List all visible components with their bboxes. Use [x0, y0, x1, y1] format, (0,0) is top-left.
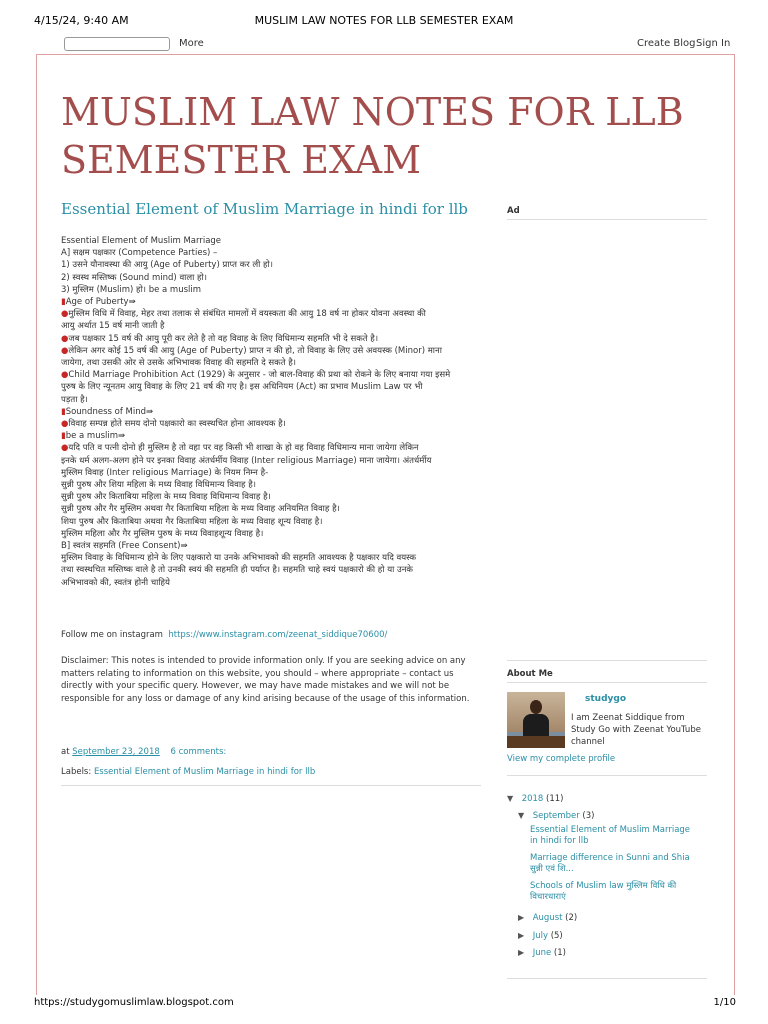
pin-icon: ● [61, 419, 69, 430]
post-body-line [61, 357, 486, 369]
label-link[interactable]: Essential Element of Muslim Marriage in hindi for llb [93, 767, 316, 777]
archive-divider [507, 775, 707, 776]
archive-year-count: (11) [546, 794, 564, 804]
archive-year-link[interactable]: 2018 [521, 794, 544, 804]
post-body-line [61, 479, 486, 491]
post-body [61, 235, 486, 589]
post-body-line [61, 394, 486, 406]
post-body-text: मुस्लिम विधि में विवाह, मेहर तथा तलाक से संबंधित मामलों में वयस्कता की आयु 18 वर्ष ना होकर योवना अवस्था की [68, 309, 426, 320]
print-page-number: 1/10 [713, 997, 736, 1008]
post-body-text: यदि पति व पत्नी दोनो ही मुस्लिम है तो वहा पर वह किसी भी शाखा के हो वह विवाह विधिमान्य माना जायेगा लेकिन [68, 443, 419, 454]
post-body-text: जब पक्षकार 15 वर्ष की आयु पूरी कर लेते है तो वह विवाह के लिए विधिमान्य सहमति भी दे सकते है। [68, 333, 379, 344]
post-body-line [61, 516, 486, 528]
post-body-line [61, 406, 486, 418]
post-body-text: be a muslim⇛ [65, 431, 126, 442]
archive-month-august[interactable] [518, 913, 577, 923]
triangle-right-icon[interactable]: ▶ [518, 913, 525, 922]
more-link[interactable]: More [179, 38, 204, 49]
blog-title[interactable]: MUSLIM LAW NOTES FOR LLB SEMESTER EXAM [61, 90, 684, 182]
post-body-text: मुस्लिम विवाह (Inter religious Marriage) के नियम निम्न है- [61, 467, 269, 478]
post-title[interactable]: Essential Element of Muslim Marriage in hindi for llb [61, 200, 468, 218]
blogger-navbar [0, 36, 768, 54]
search-input[interactable] [64, 37, 170, 51]
post-body-text: जायेगा, तथा उसकी ओर से उसके अभिभावक विवाह की सहमति दे सकते है। [61, 358, 296, 369]
triangle-right-icon[interactable]: ▶ [518, 931, 525, 940]
post-body-text: अभिभावको की, स्वतंत्र होनी चाहिये [61, 577, 170, 588]
about-name-link[interactable]: studygo [585, 694, 627, 704]
post-body-text: लेकिन अगर कोई 15 वर्ष की आयु (Age of Puberty) प्राप्त न की हो, तो विवाह के लिए उसे अवयस्क (Minor) माना [68, 345, 442, 356]
archive-year-2018[interactable] [507, 794, 564, 804]
post-body-text: 2) स्वस्थ मस्तिष्क (Sound mind) वाला हो। [61, 272, 207, 283]
pin-icon: ● [61, 345, 69, 356]
archive-month-link[interactable]: August [532, 913, 563, 923]
archive-month-july[interactable] [518, 931, 563, 941]
ad-divider [507, 219, 707, 220]
sign-in-link[interactable]: Sign In [696, 38, 731, 49]
post-body-line [61, 540, 486, 552]
view-profile-link[interactable]: View my complete profile [507, 754, 616, 764]
post-body-line [61, 430, 486, 442]
post-body-line [61, 247, 486, 259]
post-meta [61, 747, 226, 757]
about-heading: About Me [507, 669, 553, 679]
instagram-link[interactable]: https://www.instagram.com/zeenat_siddique70600/ [168, 630, 388, 640]
post-body-line [61, 455, 486, 467]
pin-icon: ● [61, 443, 69, 454]
archive-month-link[interactable]: September [532, 811, 580, 821]
archive-bottom-divider [507, 978, 707, 979]
archive-post-link[interactable]: Schools of Muslim law मुस्लिम विधि की विचारधाराएं [530, 881, 677, 902]
post-body-line [61, 442, 486, 454]
post-body-line [61, 381, 486, 393]
marker-icon: ▮ [61, 431, 66, 442]
post-body-line [61, 577, 486, 589]
post-date-link[interactable]: September 23, 2018 [72, 747, 160, 757]
ad-heading: Ad [507, 206, 520, 216]
post-body-text: Age of Puberty⇛ [65, 297, 136, 308]
post-body-line [61, 564, 486, 576]
post-body-line [61, 284, 486, 296]
archive-month-link[interactable]: July [532, 931, 548, 941]
post-divider [61, 785, 481, 786]
instagram-line [61, 630, 387, 640]
post-body-text: Child Marriage Prohibition Act (1929) के अनुसार - जो बाल-विवाह की प्रथा को रोकने के लिए बनाया गया इसमे [68, 370, 451, 381]
post-body-line [61, 296, 486, 308]
posted-at-prefix: at [61, 747, 70, 757]
post-body-text: सुन्नी पुरुष और गैर मुस्लिम अथवा गैर किताबिया महिला के मध्य विवाह अनियमित विवाह है। [61, 504, 340, 515]
post-body-line [61, 308, 486, 320]
post-body-text: विवाह सम्पन्न होते समय दोनो पक्षकारो का स्वस्थचित होना आवश्यक है। [68, 419, 286, 430]
post-body-text: सुन्नी पुरुष और शिया महिला के मध्य विवाह विधिमान्य विवाह है। [61, 480, 256, 491]
post-body-line [61, 418, 486, 430]
post-body-text: मुस्लिम महिला और गैर मुस्लिम पुरुष के मध्य विवाहशून्य विवाह है। [61, 528, 264, 539]
post-body-line [61, 272, 486, 284]
post-body-line [61, 333, 486, 345]
post-body-text: B] स्वतंत्र सहमति (Free Consent)⇛ [61, 541, 188, 552]
post-labels [61, 767, 315, 777]
post-body-line [61, 345, 486, 357]
marker-icon: ▮ [61, 297, 66, 308]
archive-month-june[interactable] [518, 948, 566, 958]
post-body-line [61, 528, 486, 540]
post-body-text: इनके धर्म अलग-अलग होने पर इनका विवाह अंतर्धर्मीय विवाह (Inter religious Marriage) माना जायेगा। अंतर्धर्मीय [61, 455, 432, 466]
post-body-text: सुन्नी पुरुष और किताबिया महिला के मध्य विवाह विधिमान्य विवाह है। [61, 492, 271, 503]
pin-icon: ● [61, 309, 69, 320]
post-body-line [61, 369, 486, 381]
labels-prefix: Labels: [61, 767, 92, 777]
print-datetime: 4/15/24, 9:40 AM [34, 14, 129, 27]
post-body-text: Soundness of Mind⇛ [65, 406, 154, 417]
about-divider-top [507, 660, 707, 661]
post-body-line [61, 467, 486, 479]
triangle-down-icon[interactable]: ▼ [518, 811, 525, 820]
disclaimer: Disclaimer: This notes is intended to provide information only. If you are seeking advice on any matters relating to information on this website, you should – where appropriate – contact us directly with your specific query. However, we may have made mistakes and we will not be responsible for any loss or damage of any kind arising because of the usage of this information. [61, 656, 470, 704]
post-body-text: शिया पुरुष और किताबिया अथवा गैर किताबिया महिला के मध्य विवाह शून्य विवाह है। [61, 516, 323, 527]
triangle-right-icon[interactable]: ▶ [518, 948, 525, 957]
post-body-text: मुस्लिम विवाह के विधिमान्य होने के लिए पक्षकारो या उनके अभिभावको की सहमति आवश्यक है पक्षकार यदि वयस्क [61, 553, 417, 564]
post-body-text: 1) उसने यौनावस्था की आयु (Age of Puberty) प्राप्त कर ली हो। [61, 260, 273, 271]
print-page-title: MUSLIM LAW NOTES FOR LLB SEMESTER EXAM [254, 14, 514, 27]
post-body-text: तथा स्वस्थचित मस्तिष्क वाले है तो उनकी स्वयं की सहमति ही पर्याप्त है। सहमति चाहे स्वयं पक्षकारो की हो या उनके [61, 565, 413, 576]
archive-post-link[interactable]: Essential Element of Muslim Marriage in hindi for llb [530, 825, 691, 846]
marker-icon: ▮ [61, 406, 66, 417]
post-body-text: A] सक्षम पक्षकार (Competence Parties) – [61, 248, 218, 259]
archive-post-link[interactable]: Marriage difference in Sunni and Shia सुन्नी एवं शि... [530, 853, 690, 874]
comments-link[interactable]: 6 comments: [170, 747, 227, 757]
about-description: I am Zeenat Siddique from Study Go with Zeenat YouTube channel [571, 713, 701, 747]
pin-icon: ● [61, 333, 69, 344]
post-body-line [61, 259, 486, 271]
about-divider [507, 682, 707, 683]
post-body-line [61, 503, 486, 515]
avatar[interactable] [507, 692, 565, 748]
post-body-text: आयु अर्थात 15 वर्ष मानी जाती है [61, 321, 165, 332]
create-blog-link[interactable]: Create Blog [637, 38, 696, 49]
print-url: https://studygomuslimlaw.blogspot.com [34, 997, 234, 1008]
post-body-text: 3) मुस्लिम (Muslim) हो। be a muslim [61, 284, 202, 295]
pin-icon: ● [61, 370, 69, 381]
archive-month-count: (1) [553, 948, 566, 958]
post-body-line [61, 491, 486, 503]
archive-month-count: (3) [582, 811, 595, 821]
archive-month-september[interactable] [518, 811, 594, 821]
post-body-text: Essential Element of Muslim Marriage [61, 236, 222, 246]
post-body-text: पुरुष के लिए न्यूनतम आयु विवाह के लिए 21 वर्ष की गए है। इस अधिनियम (Act) का प्रभाव Muslim Law पर भी [61, 382, 423, 393]
archive-month-link[interactable]: June [532, 948, 552, 958]
archive-month-count: (2) [565, 913, 578, 923]
archive-month-count: (5) [550, 931, 563, 941]
instagram-prefix: Follow me on instagram [61, 630, 163, 640]
triangle-down-icon[interactable]: ▼ [507, 794, 514, 803]
post-body-line [61, 235, 486, 247]
post-body-line [61, 320, 486, 332]
post-body-text: पड़ता है। [61, 394, 88, 405]
post-body-line [61, 552, 486, 564]
